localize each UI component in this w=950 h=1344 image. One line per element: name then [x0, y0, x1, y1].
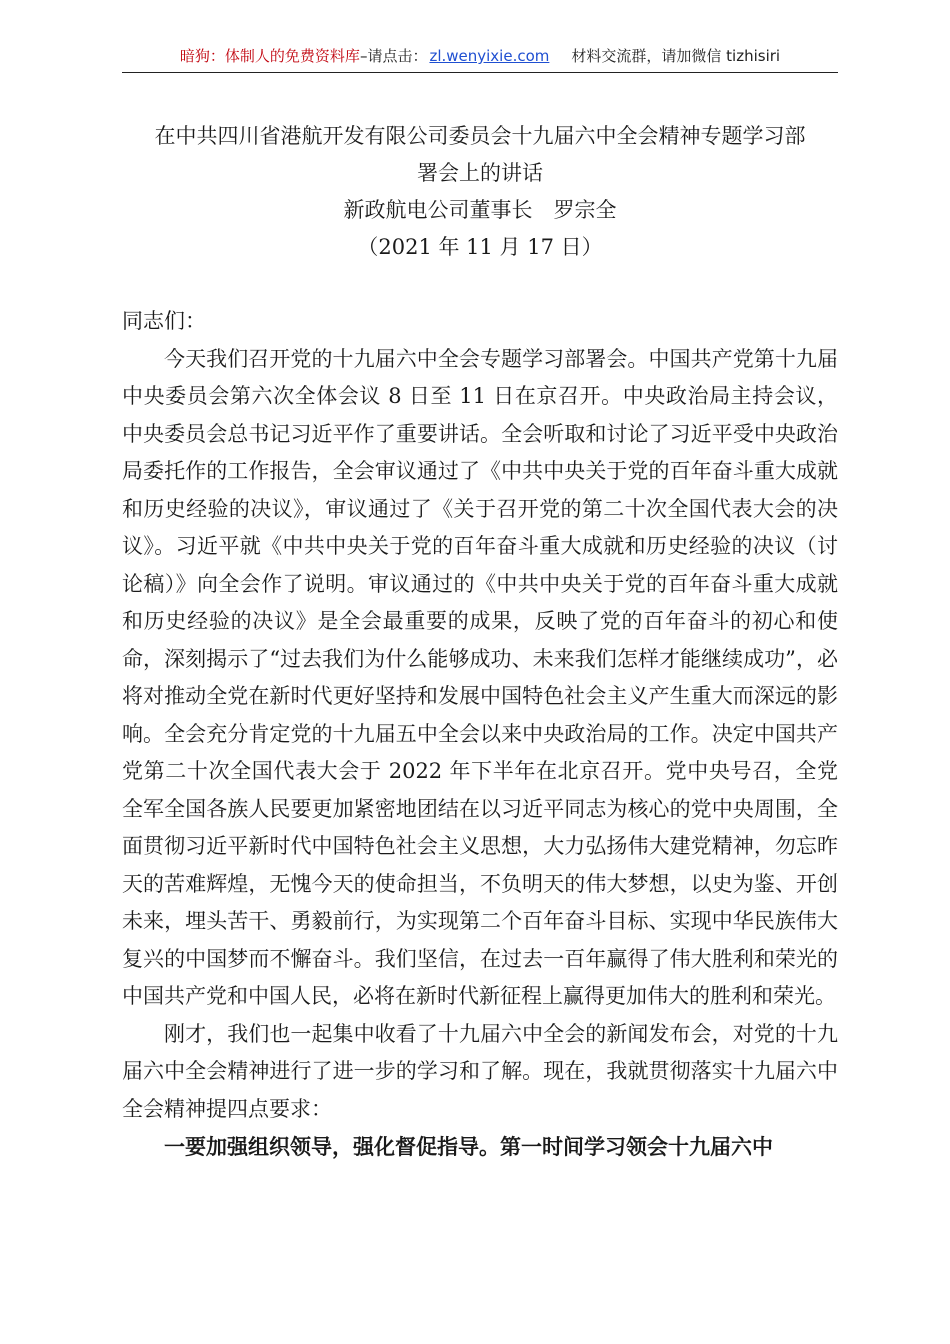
header-link[interactable]: zl.wenyixie.com: [429, 47, 550, 65]
paragraph-2: 刚才，我们也一起集中收看了十九届六中全会的新闻发布会，对党的十九届六中全会精神进行了进一步的学习和了解。现在，我就贯彻落实十九届六中全会精神提四点要求：: [122, 1021, 838, 1121]
paragraph-3: 一要加强组织领导，强化督促指导。第一时间学习领会十九届六中: [164, 1134, 773, 1159]
date-line: （2021 年 11 月 17 日）: [357, 235, 603, 259]
title-line-2: 署会上的讲话: [417, 161, 543, 185]
speaker-line: 新政航电公司董事长 罗宗全: [343, 198, 617, 222]
header-brand: 暗狗：体制人的免费资料库: [179, 47, 360, 65]
page-header: [122, 46, 838, 73]
document-body: [122, 303, 838, 1166]
paragraph-1: 今天我们召开党的十九届六中全会专题学习部署会。中国共产党第十九届中央委员会第六次全体会议 8 日至 11 日在京召开。中央政治局主持会议，中央委员会总书记习近平作了重要讲话。全会听取和讨论了习近平受中央政治局委托作的工作报告，全会审议通过了《中共中央关于党的百年奋斗重大成就和历史经验的决议》，审议通过了《关于召开党的第二十次全国代表大会的决议》。习近平就《中共中央关于党的百年奋斗重大成就和历史经验的决议（讨论稿）》向全会作了说明。审议通过的《中共中央关于党的百年奋斗重大成就和历史经验的决议》是全会最重要的成果，反映了党的百年奋斗的初心和使命，深刻揭示了“过去我们为什么能够成功、未来我们怎样才能继续成功”，必将对推动全党在新时代更好坚持和发展中国特色社会主义产生重大而深远的影响。全会充分肯定党的十九届五中全会以来中央政治局的工作。决定中国共产党第二十次全国代表大会于 2022 年下半年在北京召开。党中央号召，全党全军全国各族人民要更加紧密地团结在以习近平同志为核心的党中央周围，全面贯彻习近平新时代中国特色社会主义思想，大力弘扬伟大建党精神，勿忘昨天的苦难辉煌，无愧今天的使命担当，不负明天的伟大梦想，以史为鉴、开创未来，埋头苦干、勇毅前行，为实现第二个百年奋斗目标、实现中华民族伟大复兴的中国梦而不懈奋斗。我们坚信，在过去一百年赢得了伟大胜利和荣光的中国共产党和中国人民，必将在新时代新征程上赢得更加伟大的胜利和荣光。: [122, 346, 838, 1008]
salutation: 同志们：: [122, 309, 206, 333]
header-prompt: –请点击：: [359, 47, 428, 65]
title-block: [122, 118, 838, 266]
header-wechat: 材料交流群，请加微信 tizhisiri: [571, 47, 781, 65]
title-line-1: 在中共四川省港航开发有限公司委员会十九届六中全会精神专题学习部: [154, 124, 806, 148]
